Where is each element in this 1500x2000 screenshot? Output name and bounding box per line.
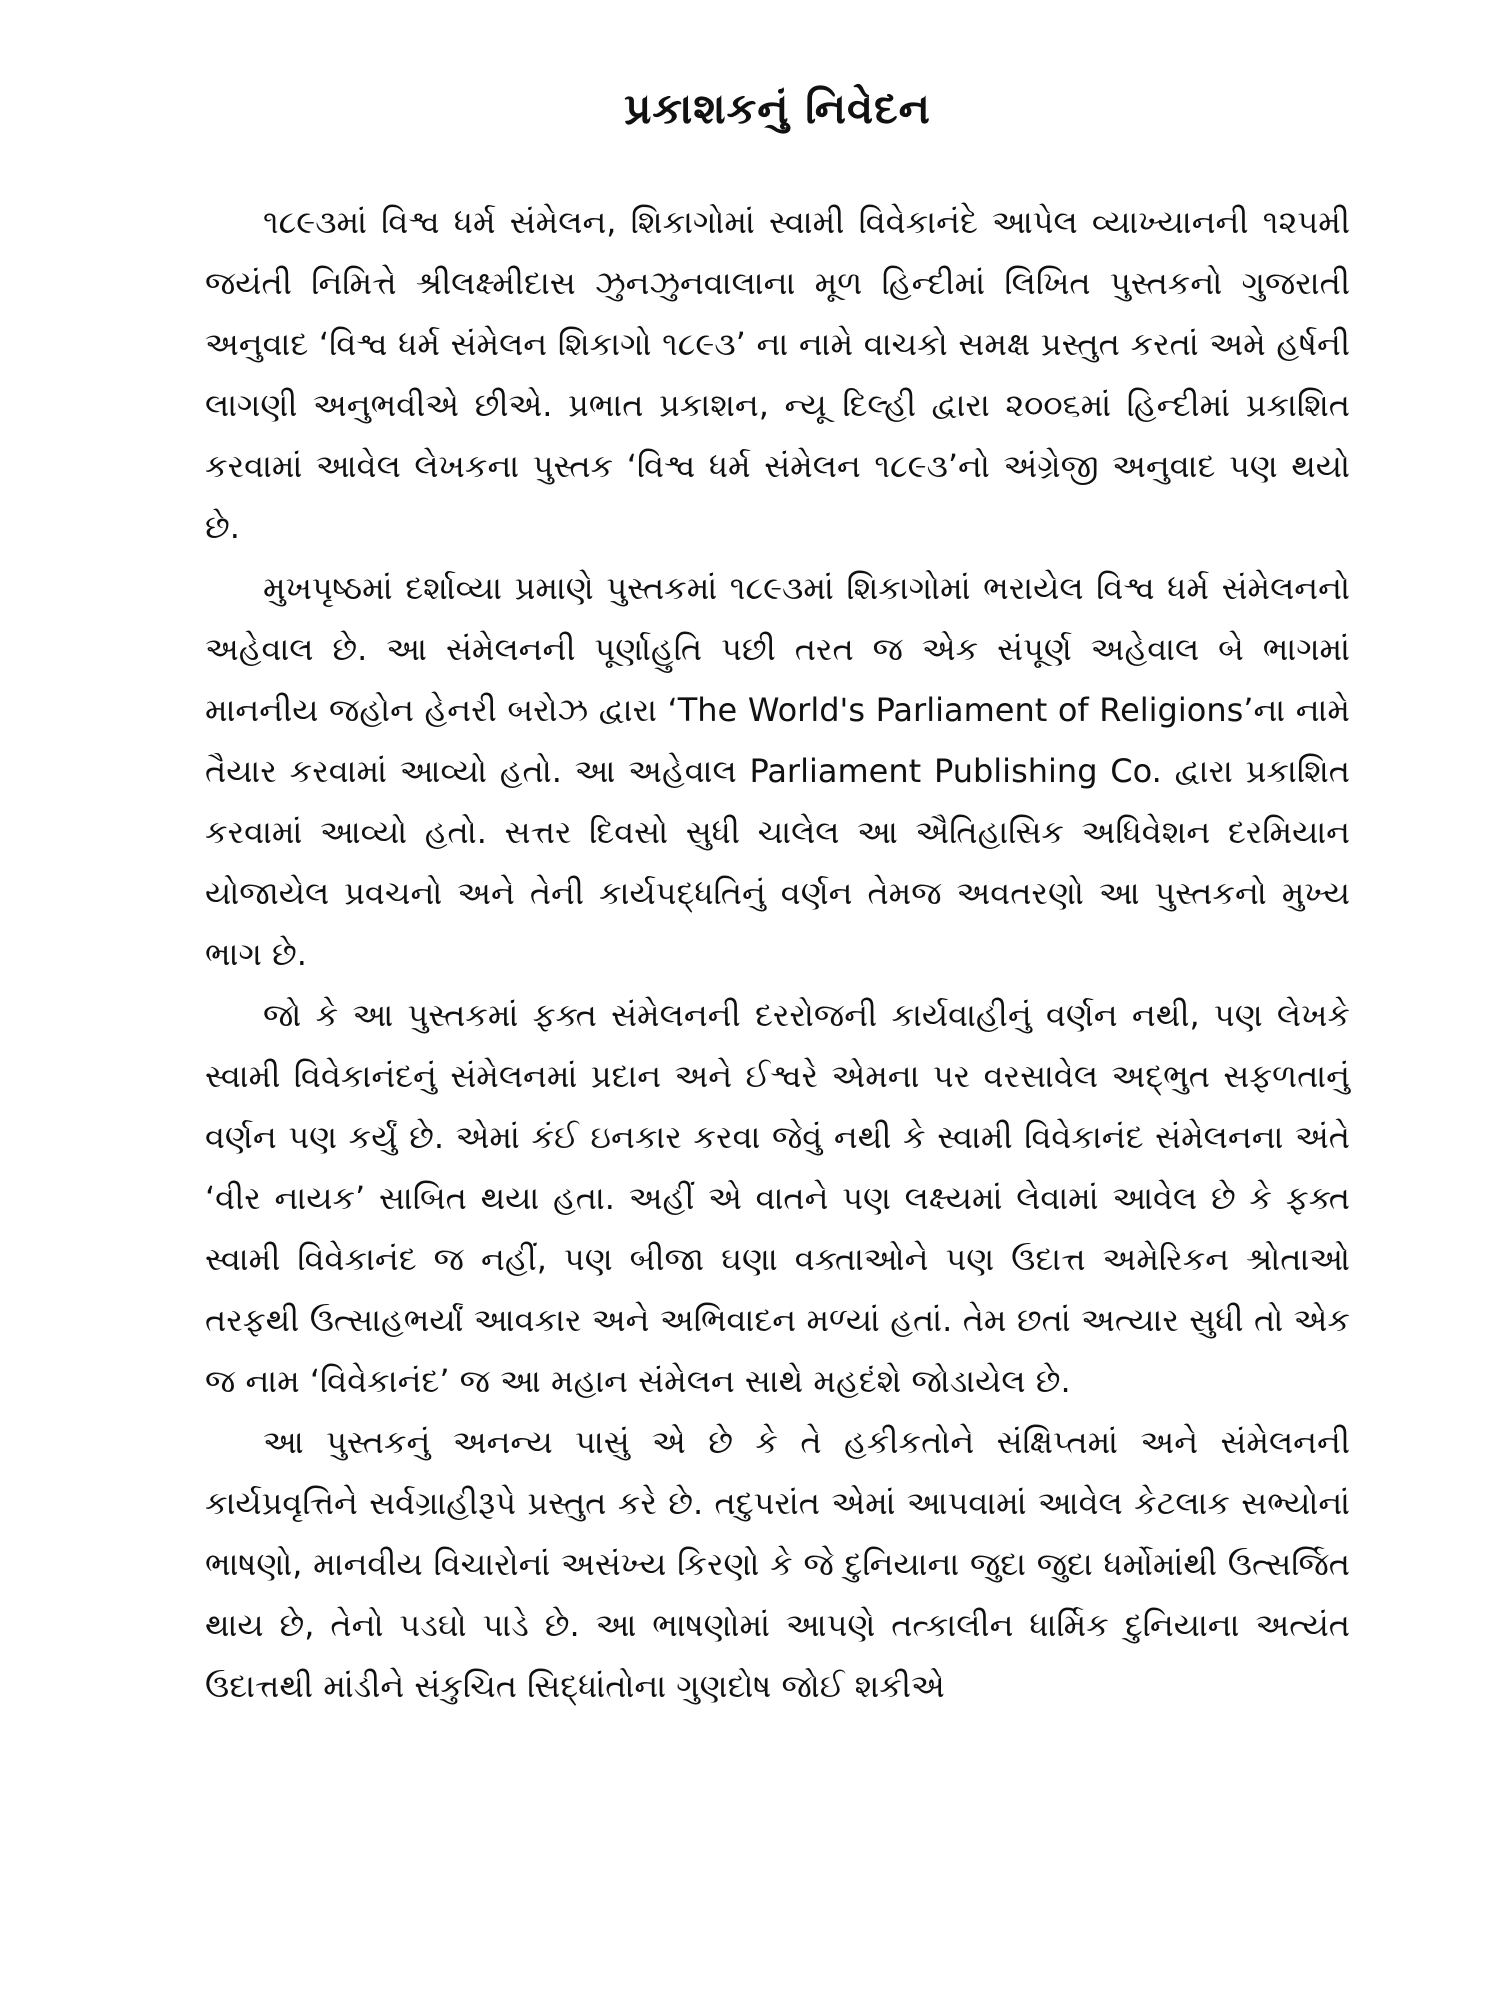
paragraph-1: ૧૮૯૩માં વિશ્વ ધર્મ સંમેલન, શિકાગોમાં સ્વામી વિવેકાનંદે આપેલ વ્યાખ્યાનની ૧૨૫મી જયંતી નિમિત્તે શ્રીલક્ષ્મીદાસ ઝુનઝુનવાલાના મૂળ હિન્દીમાં લિખિત પુસ્તકનો ગુજરાતી અનુવાદ ‘વિશ્વ ધર્મ સંમેલન શિકાગો ૧૮૯૩’ ના નામે વાચકો સમક્ષ પ્રસ્તુત કરતાં અમે હર્ષની લાગણી અનુભવીએ છીએ. પ્રભાત પ્રકાશન, ન્યૂ દિલ્હી દ્વારા ૨૦૦૬માં હિન્દીમાં પ્રકાશિત કરવામાં આવેલ લેખકના પુસ્તક ‘વિશ્વ ધર્મ સંમેલન ૧૮૯૩’નો અંગ્રેજી અનુવાદ પણ થયો છે. [205,203,1350,546]
paragraph-4: આ પુસ્તકનું અનન્ય પાસું એ છે કે તે હકીકતોને સંક્ષિપ્તમાં અને સંમેલનની કાર્યપ્રવૃત્તિને સર્વગ્રાહીરૂપે પ્રસ્તુત કરે છે. તદુપરાંત એમાં આપવામાં આવેલ કેટલાક સભ્યોનાં ભાષણો, માનવીય વિચારોનાં અસંખ્ય કિરણો કે જે દુનિયાના જુદા જુદા ધર્મોમાંથી ઉત્સર્જિત થાય છે, તેનો પડઘો પાડે છે. આ ભાષણોમાં આપણે તત્કાલીન ધાર્મિક દુનિયાના અત્યંત ઉદાત્તથી માંડીને સંકુચિત સિદ્ધાંતોના ગુણદોષ જોઈ શકીએ [205,1423,1350,1705]
paragraph-3: જો કે આ પુસ્તકમાં ફક્ત સંમેલનની દરરોજની કાર્યવાહીનું વર્ણન નથી, પણ લેખકે સ્વામી વિવેકાનંદનું સંમેલનમાં પ્રદાન અને ઈશ્વરે એમના પર વરસાવેલ અદ્ભુત સફળતાનું વર્ણન પણ કર્યું છે. એમાં કંઈ ઇનકાર કરવા જેવું નથી કે સ્વામી વિવેકાનંદ સંમેલનના અંતે ‘વીર નાયક’ સાબિત થયા હતા. અહીં એ વાતને પણ લક્ષ્યમાં લેવામાં આવેલ છે કે ફક્ત સ્વામી વિવેકાનંદ જ નહીં, પણ બીજા ઘણા વક્તાઓને પણ ઉદાત્ત અમેરિકન શ્રોતાઓ તરફથી ઉત્સાહભર્યાં આવકાર અને અભિવાદન મળ્યાં હતાં. તેમ છતાં અત્યાર સુધી તો એક જ નામ ‘વિવેકાનંદ’ જ આ મહાન સંમેલન સાથે મહદંશે જોડાયેલ છે. [205,996,1350,1400]
paragraph-2: મુખપૃષ્ઠમાં દર્શાવ્યા પ્રમાણે પુસ્તકમાં ૧૮૯૩માં શિકાગોમાં ભરાયેલ વિશ્વ ધર્મ સંમેલનનો અહેવાલ છે. આ સંમેલનની પૂર્ણાહુતિ પછી તરત જ એક સંપૂર્ણ અહેવાલ બે ભાગમાં માનનીય જહોન હેનરી બરોઝ દ્વારા ‘The World's Parliament of Religions’ના નામે તૈયાર કરવામાં આવ્યો હતો. આ અહેવાલ Parliament Publishing Co. દ્વારા પ્રકાશિત કરવામાં આવ્યો હતો. સત્તર દિવસો સુધી ચાલેલ આ ઐતિહાસિક અધિવેશન દરમિયાન યોજાયેલ પ્રવચનો અને તેની કાર્યપદ્ધતિનું વર્ણન તેમજ અવતરણો આ પુસ્તકનો મુખ્ય ભાગ છે. [205,569,1350,973]
page-title: પ્રકાશકનું નિવેદન [624,84,931,133]
